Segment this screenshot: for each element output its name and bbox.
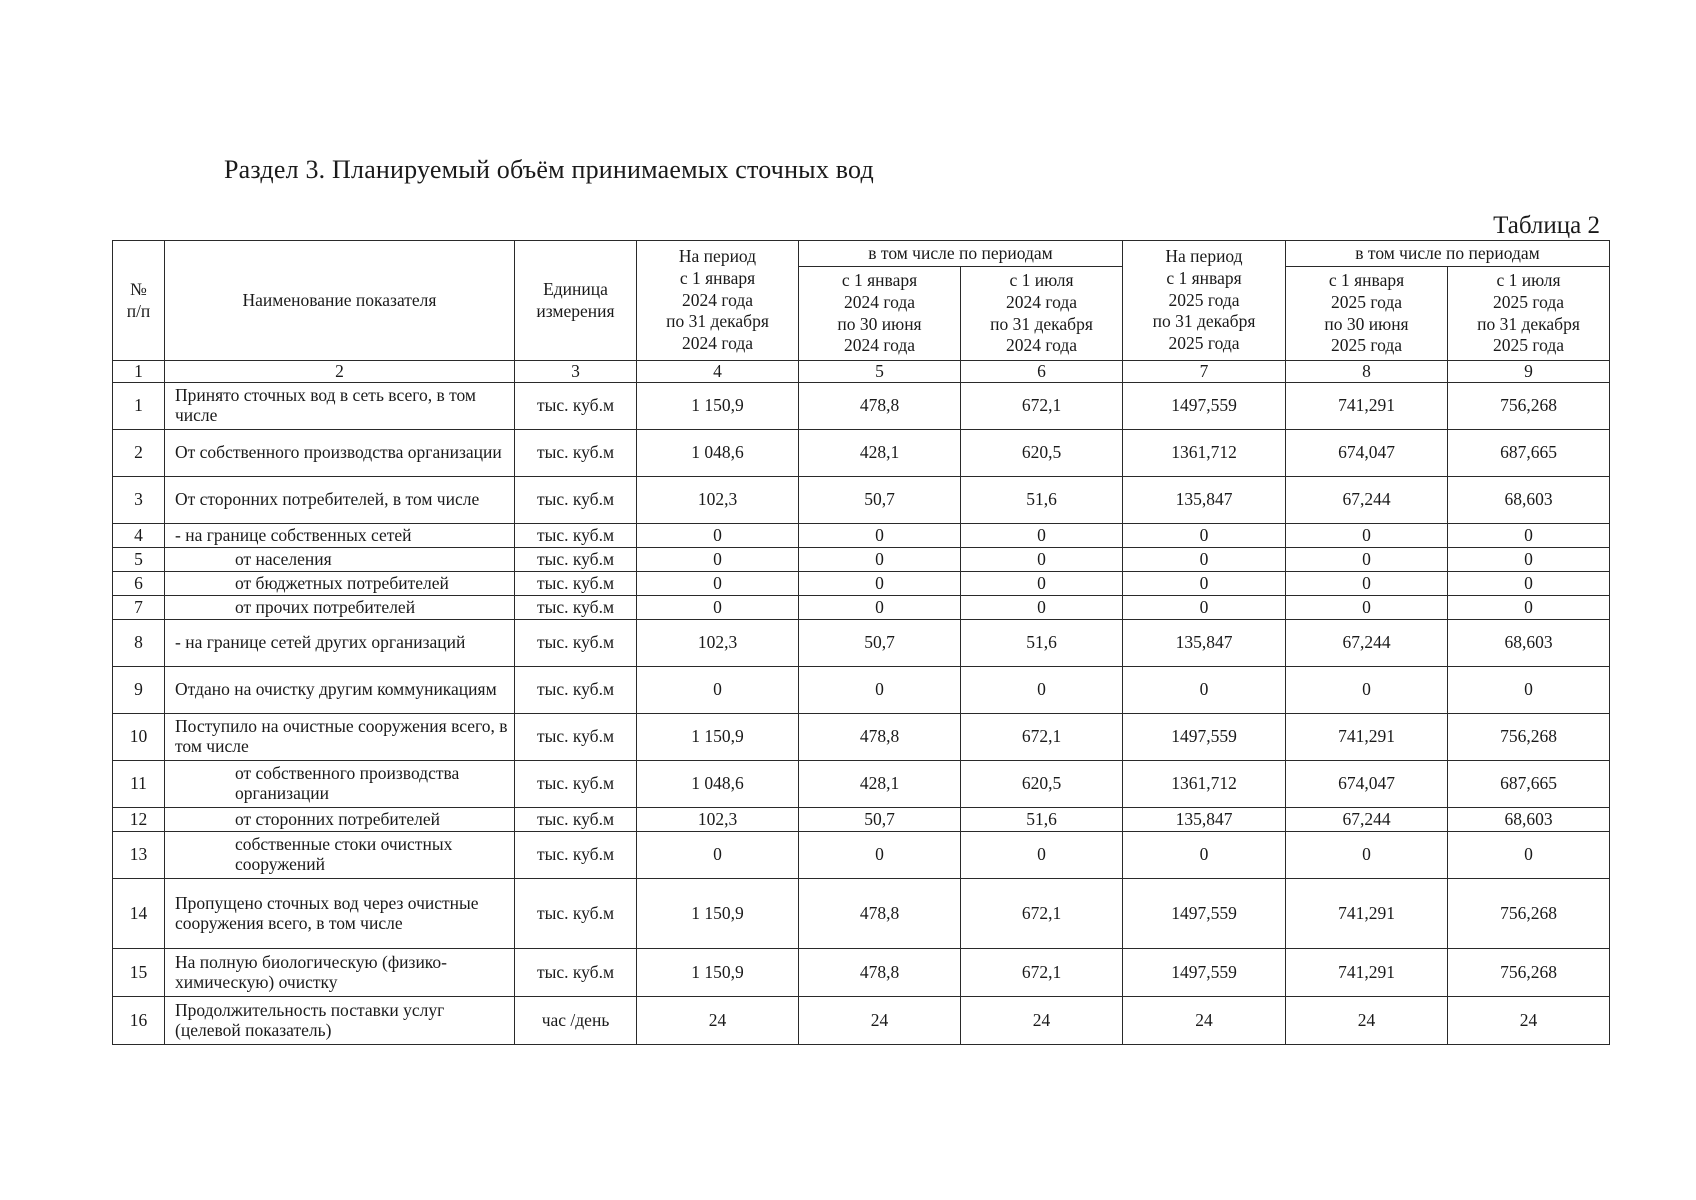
- cell-col7: 1361,712: [1123, 761, 1286, 808]
- header-h2-2025: с 1 июля 2025 года по 31 декабря 2025 года: [1448, 267, 1610, 361]
- row-num: 12: [113, 808, 165, 832]
- cell-col6: 0: [961, 667, 1123, 714]
- row-unit: тыс. куб.м: [515, 949, 637, 997]
- cell-col4: 0: [637, 832, 799, 879]
- cell-col4: 102,3: [637, 620, 799, 667]
- cell-col8: 674,047: [1286, 430, 1448, 477]
- cell-col8: 0: [1286, 548, 1448, 572]
- column-number: 4: [637, 361, 799, 383]
- cell-col9: 68,603: [1448, 808, 1610, 832]
- row-num: 13: [113, 832, 165, 879]
- cell-col6: 620,5: [961, 761, 1123, 808]
- cell-col8: 0: [1286, 667, 1448, 714]
- table-row: [113, 949, 1610, 997]
- cell-col9: 68,603: [1448, 620, 1610, 667]
- table-row: [113, 548, 1610, 572]
- row-unit: тыс. куб.м: [515, 761, 637, 808]
- cell-col5: 50,7: [799, 620, 961, 667]
- cell-col5: 428,1: [799, 761, 961, 808]
- cell-col9: 756,268: [1448, 949, 1610, 997]
- row-unit: тыс. куб.м: [515, 714, 637, 761]
- row-unit: тыс. куб.м: [515, 430, 637, 477]
- header-h1-2025: с 1 января 2025 года по 30 июня 2025 года: [1286, 267, 1448, 361]
- cell-col7: 135,847: [1123, 808, 1286, 832]
- cell-col7: 0: [1123, 667, 1286, 714]
- cell-col9: 687,665: [1448, 430, 1610, 477]
- cell-col6: 672,1: [961, 383, 1123, 430]
- cell-col6: 51,6: [961, 808, 1123, 832]
- cell-col9: 0: [1448, 548, 1610, 572]
- cell-col7: 135,847: [1123, 620, 1286, 667]
- row-num: 5: [113, 548, 165, 572]
- cell-col5: 478,8: [799, 714, 961, 761]
- table-row: [113, 714, 1610, 761]
- row-unit: тыс. куб.м: [515, 620, 637, 667]
- cell-col9: 0: [1448, 832, 1610, 879]
- cell-col5: 478,8: [799, 879, 961, 949]
- table-body: [113, 383, 1610, 1045]
- row-unit: тыс. куб.м: [515, 832, 637, 879]
- cell-col7: 0: [1123, 524, 1286, 548]
- cell-col5: 428,1: [799, 430, 961, 477]
- cell-col4: 1 048,6: [637, 430, 799, 477]
- header-num: № п/п: [113, 241, 165, 361]
- row-unit: тыс. куб.м: [515, 572, 637, 596]
- table-caption: Таблица 2: [1493, 212, 1600, 239]
- cell-col4: 0: [637, 596, 799, 620]
- section-heading: Раздел 3. Планируемый объём принимаемых сточных вод: [224, 155, 874, 184]
- cell-col9: 756,268: [1448, 383, 1610, 430]
- row-num: 6: [113, 572, 165, 596]
- cell-col5: 0: [799, 596, 961, 620]
- column-number: 9: [1448, 361, 1610, 383]
- row-num: 14: [113, 879, 165, 949]
- row-name: - на границе собственных сетей: [165, 524, 515, 548]
- cell-col5: 0: [799, 667, 961, 714]
- cell-col7: 0: [1123, 572, 1286, 596]
- cell-col9: 756,268: [1448, 879, 1610, 949]
- cell-col4: 24: [637, 997, 799, 1045]
- cell-col4: 1 150,9: [637, 949, 799, 997]
- cell-col4: 0: [637, 548, 799, 572]
- table-row: [113, 832, 1610, 879]
- cell-col5: 478,8: [799, 383, 961, 430]
- row-name: Принято сточных вод в сеть всего, в том числе: [165, 383, 515, 430]
- cell-col5: 478,8: [799, 949, 961, 997]
- table-row: [113, 572, 1610, 596]
- header-incl-periods-2025: в том числе по периодам: [1286, 241, 1610, 267]
- cell-col9: 687,665: [1448, 761, 1610, 808]
- cell-col9: 756,268: [1448, 714, 1610, 761]
- table-row: [113, 667, 1610, 714]
- cell-col8: 674,047: [1286, 761, 1448, 808]
- row-name: На полную биологическую (физико-химическую) очистку: [165, 949, 515, 997]
- cell-col4: 1 150,9: [637, 879, 799, 949]
- header-h2-2024: с 1 июля 2024 года по 31 декабря 2024 года: [961, 267, 1123, 361]
- cell-col6: 0: [961, 548, 1123, 572]
- cell-col5: 0: [799, 572, 961, 596]
- cell-col6: 51,6: [961, 620, 1123, 667]
- table-row: [113, 997, 1610, 1045]
- cell-col6: 0: [961, 524, 1123, 548]
- cell-col6: 672,1: [961, 879, 1123, 949]
- row-name: от населения: [165, 548, 515, 572]
- cell-col8: 741,291: [1286, 383, 1448, 430]
- cell-col8: 67,244: [1286, 620, 1448, 667]
- header-h1-2024: с 1 января 2024 года по 30 июня 2024 года: [799, 267, 961, 361]
- column-number: 6: [961, 361, 1123, 383]
- table-row: [113, 383, 1610, 430]
- row-name: Поступило на очистные сооружения всего, в том числе: [165, 714, 515, 761]
- cell-col6: 24: [961, 997, 1123, 1045]
- cell-col9: 24: [1448, 997, 1610, 1045]
- cell-col9: 0: [1448, 572, 1610, 596]
- row-num: 10: [113, 714, 165, 761]
- cell-col8: 24: [1286, 997, 1448, 1045]
- row-name: от прочих потребителей: [165, 596, 515, 620]
- row-num: 11: [113, 761, 165, 808]
- cell-col8: 741,291: [1286, 714, 1448, 761]
- cell-col5: 50,7: [799, 477, 961, 524]
- row-num: 4: [113, 524, 165, 548]
- table-row: [113, 477, 1610, 524]
- table-row: [113, 808, 1610, 832]
- cell-col9: 0: [1448, 596, 1610, 620]
- row-unit: тыс. куб.м: [515, 808, 637, 832]
- row-name: от бюджетных потребителей: [165, 572, 515, 596]
- row-num: 1: [113, 383, 165, 430]
- row-unit: тыс. куб.м: [515, 667, 637, 714]
- cell-col4: 0: [637, 572, 799, 596]
- row-unit: час /день: [515, 997, 637, 1045]
- cell-col4: 102,3: [637, 477, 799, 524]
- row-name: От собственного производства организации: [165, 430, 515, 477]
- cell-col6: 672,1: [961, 714, 1123, 761]
- row-unit: тыс. куб.м: [515, 879, 637, 949]
- cell-col6: 0: [961, 572, 1123, 596]
- cell-col8: 67,244: [1286, 477, 1448, 524]
- cell-col9: 0: [1448, 667, 1610, 714]
- table-row: [113, 596, 1610, 620]
- column-number: 5: [799, 361, 961, 383]
- cell-col8: 0: [1286, 524, 1448, 548]
- header-period-2024: На период с 1 января 2024 года по 31 декабря 2024 года: [637, 241, 799, 361]
- column-number: 3: [515, 361, 637, 383]
- cell-col4: 0: [637, 667, 799, 714]
- cell-col7: 0: [1123, 832, 1286, 879]
- cell-col7: 1497,559: [1123, 383, 1286, 430]
- row-name: Отдано на очистку другим коммуникациям: [165, 667, 515, 714]
- cell-col7: 1497,559: [1123, 879, 1286, 949]
- cell-col6: 0: [961, 832, 1123, 879]
- cell-col7: 135,847: [1123, 477, 1286, 524]
- cell-col8: 741,291: [1286, 949, 1448, 997]
- table-header: [113, 241, 1610, 383]
- header-incl-periods-2024: в том числе по периодам: [799, 241, 1123, 267]
- wastewater-volume-table: [112, 240, 1610, 1045]
- header-period-2025: На период с 1 января 2025 года по 31 декабря 2025 года: [1123, 241, 1286, 361]
- cell-col7: 24: [1123, 997, 1286, 1045]
- cell-col7: 1361,712: [1123, 430, 1286, 477]
- cell-col9: 68,603: [1448, 477, 1610, 524]
- cell-col7: 0: [1123, 548, 1286, 572]
- table-row: [113, 879, 1610, 949]
- row-unit: тыс. куб.м: [515, 477, 637, 524]
- row-name: Пропущено сточных вод через очистные сооружения всего, в том числе: [165, 879, 515, 949]
- cell-col8: 67,244: [1286, 808, 1448, 832]
- cell-col6: 51,6: [961, 477, 1123, 524]
- row-name: собственные стоки очистных сооружений: [165, 832, 515, 879]
- row-num: 16: [113, 997, 165, 1045]
- cell-col7: 1497,559: [1123, 949, 1286, 997]
- cell-col4: 102,3: [637, 808, 799, 832]
- cell-col9: 0: [1448, 524, 1610, 548]
- column-number-row: [113, 361, 1610, 383]
- cell-col7: 0: [1123, 596, 1286, 620]
- column-number: 7: [1123, 361, 1286, 383]
- row-num: 7: [113, 596, 165, 620]
- row-name: Продолжительность поставки услуг (целевой показатель): [165, 997, 515, 1045]
- row-num: 2: [113, 430, 165, 477]
- cell-col6: 672,1: [961, 949, 1123, 997]
- cell-col6: 620,5: [961, 430, 1123, 477]
- cell-col5: 0: [799, 524, 961, 548]
- column-number: 1: [113, 361, 165, 383]
- cell-col5: 0: [799, 548, 961, 572]
- row-name: - на границе сетей других организаций: [165, 620, 515, 667]
- row-num: 8: [113, 620, 165, 667]
- table-row: [113, 430, 1610, 477]
- row-unit: тыс. куб.м: [515, 596, 637, 620]
- header-name: Наименование показателя: [165, 241, 515, 361]
- column-number: 2: [165, 361, 515, 383]
- cell-col8: 0: [1286, 832, 1448, 879]
- row-unit: тыс. куб.м: [515, 383, 637, 430]
- cell-col4: 1 048,6: [637, 761, 799, 808]
- column-number: 8: [1286, 361, 1448, 383]
- table-row: [113, 620, 1610, 667]
- cell-col7: 1497,559: [1123, 714, 1286, 761]
- row-num: 3: [113, 477, 165, 524]
- row-name: От сторонних потребителей, в том числе: [165, 477, 515, 524]
- cell-col5: 0: [799, 832, 961, 879]
- row-unit: тыс. куб.м: [515, 548, 637, 572]
- cell-col5: 50,7: [799, 808, 961, 832]
- cell-col4: 1 150,9: [637, 383, 799, 430]
- cell-col6: 0: [961, 596, 1123, 620]
- table-row: [113, 761, 1610, 808]
- row-num: 9: [113, 667, 165, 714]
- table-row: [113, 524, 1610, 548]
- cell-col5: 24: [799, 997, 961, 1045]
- row-num: 15: [113, 949, 165, 997]
- cell-col8: 0: [1286, 596, 1448, 620]
- cell-col4: 0: [637, 524, 799, 548]
- cell-col4: 1 150,9: [637, 714, 799, 761]
- row-unit: тыс. куб.м: [515, 524, 637, 548]
- cell-col8: 741,291: [1286, 879, 1448, 949]
- cell-col8: 0: [1286, 572, 1448, 596]
- row-name: от сторонних потребителей: [165, 808, 515, 832]
- row-name: от собственного производства организации: [165, 761, 515, 808]
- header-unit: Единица измерения: [515, 241, 637, 361]
